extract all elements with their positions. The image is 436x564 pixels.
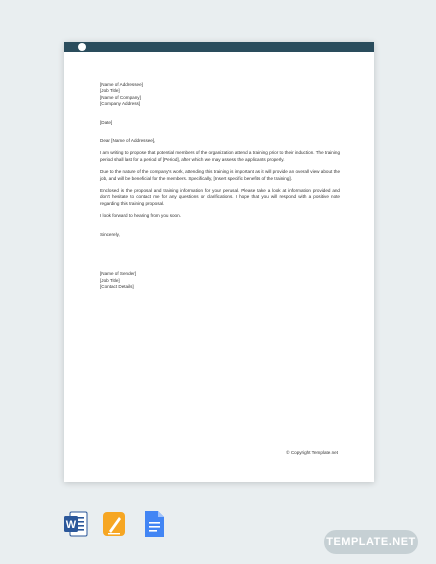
word-icon[interactable] xyxy=(64,510,88,538)
letter-body xyxy=(100,82,340,290)
svg-text:W: W xyxy=(65,519,77,531)
sender-name: [Name of Sender] xyxy=(100,271,137,277)
paragraph-2: Due to the nature of the company's work, attending this training is important as it will provide an overall view about the job, and will be beneficial for the members. Specifically, [Insert specific benefits of the training]. xyxy=(100,169,340,181)
paragraph-3: Enclosed is the proposal and training information for your perusal. Please take a look at information provided and don't hesitate to contact me for any questions or clarifications. I hope that you will respond with a positive note regarding this training proposal. xyxy=(100,188,340,206)
closing: Sincerely, xyxy=(100,231,120,237)
document-page xyxy=(64,42,374,482)
letter-date: [Date] xyxy=(100,119,113,125)
addressee-address: [Company Address] xyxy=(100,101,141,107)
document-header-bar xyxy=(64,42,374,52)
paragraph-1: I am writing to propose that potential members of the organization attend a training prior to their induction. The training period shall last for a period of [Period], after which we may assess the applicants properly. xyxy=(100,150,340,162)
sender-contact: [Contact Details] xyxy=(100,283,134,289)
salutation: Dear [Name of Addressee], xyxy=(100,138,156,144)
copyright-footer: © Copyright Template.net xyxy=(286,450,338,455)
sender-job-title: [Job Title] xyxy=(100,277,120,283)
addressee-company: [Name of Company] xyxy=(100,94,141,100)
addressee-job-title: [Job Title] xyxy=(100,88,120,94)
addressee-name: [Name of Addressee] xyxy=(100,82,143,87)
template-net-badge[interactable]: TEMPLATE.NET xyxy=(324,530,418,554)
pages-icon[interactable] xyxy=(102,510,126,538)
docs-icon[interactable] xyxy=(142,510,166,538)
header-dot xyxy=(78,43,86,51)
paragraph-4: I look forward to hearing from you soon. xyxy=(100,213,181,219)
